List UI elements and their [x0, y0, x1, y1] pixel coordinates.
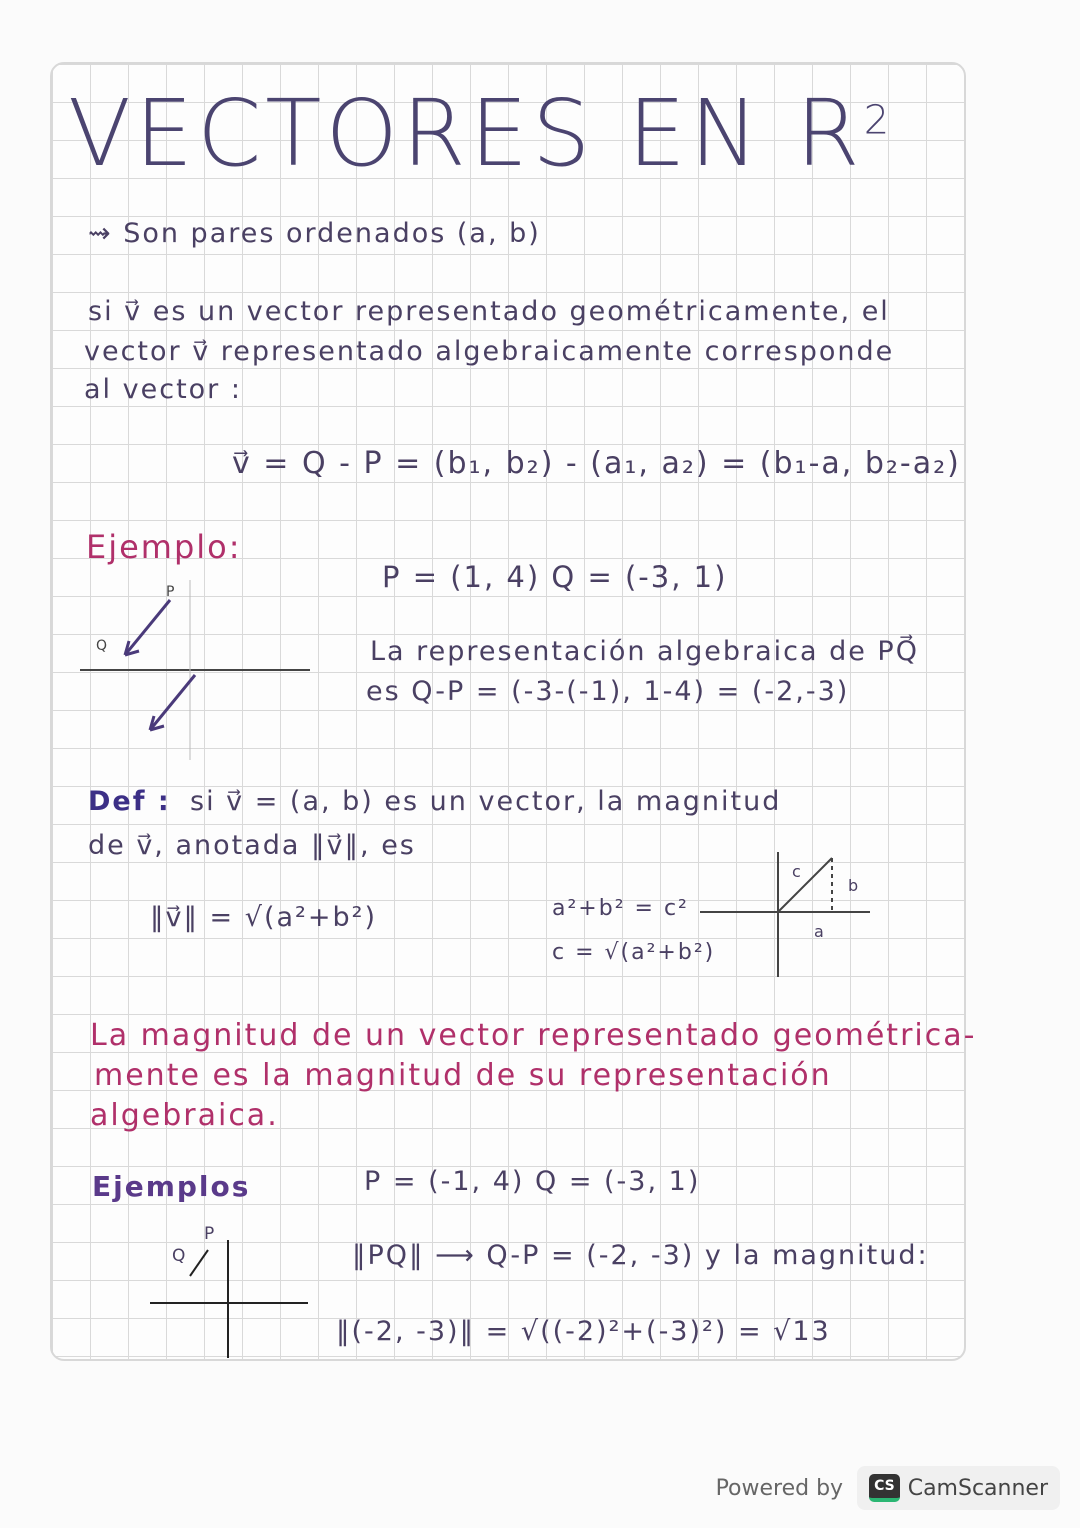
definition-text: si v⃗ = (a, b) es un vector, la magnitud: [190, 786, 782, 817]
svg-text:Q: Q: [96, 638, 108, 654]
magnitude-formula: ‖v⃗‖ = √(a²+b²): [150, 902, 377, 933]
title-exponent: 2: [863, 97, 894, 144]
diagram-label-p: P: [204, 1224, 217, 1244]
camscanner-logo-icon: CS: [869, 1474, 900, 1502]
diagram-label-q: Q: [172, 1246, 188, 1266]
note-line: algebraica.: [90, 1098, 279, 1133]
note-line: La magnitud de un vector representado geométrica-: [90, 1018, 977, 1053]
paragraph-line: al vector :: [84, 374, 242, 405]
example2-text: ‖PQ‖ ⟶ Q-P = (-2, -3) y la magnitud:: [352, 1240, 929, 1271]
camscanner-badge: [857, 1466, 1060, 1510]
note-line: mente es la magnitud de su representación: [94, 1058, 832, 1093]
page-title: [68, 80, 893, 187]
diagram-label-b: b: [848, 876, 861, 895]
example-points: P = (1, 4) Q = (-3, 1): [382, 560, 728, 594]
intro-line: ⇝ Son pares ordenados (a, b): [88, 218, 541, 249]
title-text: VECTORES EN R: [68, 80, 864, 187]
diagram-label-c: c: [792, 862, 803, 881]
paragraph-line: si v⃗ es un vector representado geométricamente, el: [88, 296, 890, 327]
example2-points: P = (-1, 4) Q = (-3, 1): [364, 1166, 701, 1197]
pythagoras-formula: c = √(a²+b²): [552, 940, 716, 965]
example2-magnitude: ‖(-2, -3)‖ = √((-2)²+(-3)²) = √13: [336, 1316, 831, 1347]
definition-label: Def :: [88, 786, 171, 817]
diagram-label-a: a: [814, 922, 826, 941]
svg-text:P: P: [166, 584, 175, 600]
example-text: es Q-P = (-3-(-1), 1-4) = (-2,-3): [366, 676, 850, 707]
example-heading: Ejemplo:: [86, 528, 242, 566]
vector-formula: v⃗ = Q - P = (b₁, b₂) - (a₁, a₂) = (b₁-a, b₂-a₂): [232, 446, 961, 481]
example-vector-diagram: [80, 580, 320, 760]
pythagoras-diagram: [700, 852, 870, 977]
camscanner-brand: CamScanner: [907, 1475, 1048, 1501]
powered-by-text: Powered by: [715, 1475, 844, 1501]
definition-text: de v⃗, anotada ‖v⃗‖, es: [88, 830, 416, 861]
example-text: La representación algebraica de PQ⃗: [370, 636, 919, 667]
pythagoras-formula: a²+b² = c²: [552, 896, 689, 921]
scanner-watermark: [716, 1466, 1060, 1510]
paragraph-line: vector v⃗ representado algebraicamente corresponde: [84, 336, 895, 367]
examples-heading: Ejemplos: [92, 1170, 251, 1203]
